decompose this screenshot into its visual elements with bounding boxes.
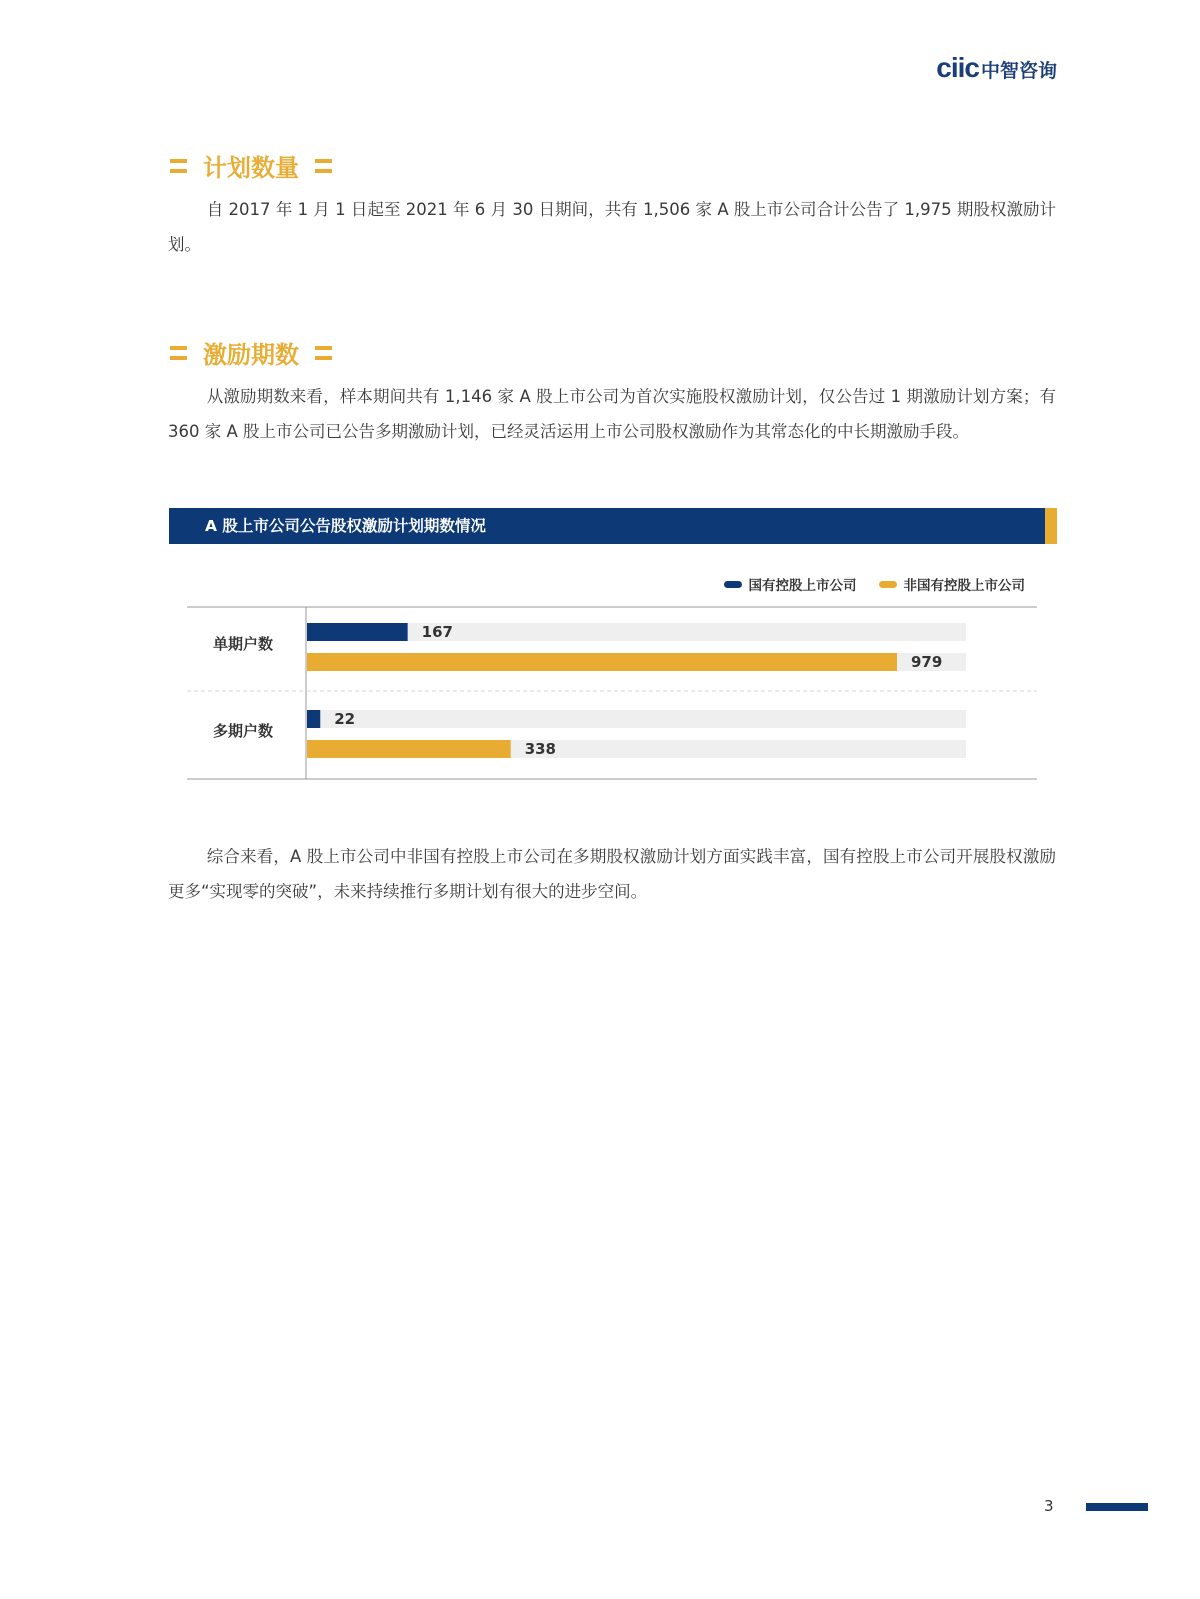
bar: [307, 740, 511, 758]
section-title-text: 计划数量: [203, 154, 299, 182]
bar: [307, 710, 320, 728]
page-number: 3: [1044, 1497, 1054, 1515]
chart-title: A 股上市公司公告股权激励计划期数情况: [205, 517, 486, 535]
legend-label: 国有控股上市公司: [748, 578, 857, 594]
plan-count-paragraph: 自 2017 年 1 月 1 日起至 2021 年 6 月 30 日期间，共有 1,506 家 A 股上市公司合计公告了 1,975 期股权激励计划。: [168, 200, 1056, 254]
conclusion-paragraph: 综合来看，A 股上市公司中非国有控股上市公司在多期股权激励计划方面实践丰富，国有控股上市公司开展股权激励更多“实现零的突破”，未来持续推行多期计划有很大的进步空间。: [168, 847, 1056, 901]
bar: [307, 653, 897, 671]
page-number-bar: [1086, 1503, 1148, 1511]
data-label: 22: [334, 710, 356, 728]
incentive-periods-paragraph: 从激励期数来看，样本期间共有 1,146 家 A 股上市公司为首次实施股权激励计划，仅公告过 1 期激励计划方案；有 360 家 A 股上市公司已公告多期激励计划，已经灵活运用上市公司股权激励作为其常态化的中长期激励手段。: [168, 387, 1056, 441]
category-label: 单期户数: [212, 635, 274, 653]
bar: [307, 623, 408, 641]
logo-text: 中智咨询: [980, 60, 1057, 82]
category-label: 多期户数: [212, 722, 274, 740]
legend-label: 非国有控股上市公司: [903, 578, 1025, 594]
section-title-text: 激励期数: [203, 341, 299, 369]
bar-track: [307, 710, 966, 728]
data-label: 167: [421, 623, 453, 641]
data-label: 338: [524, 740, 557, 758]
logo-mark: ciic: [936, 52, 979, 83]
data-label: 979: [911, 653, 943, 671]
